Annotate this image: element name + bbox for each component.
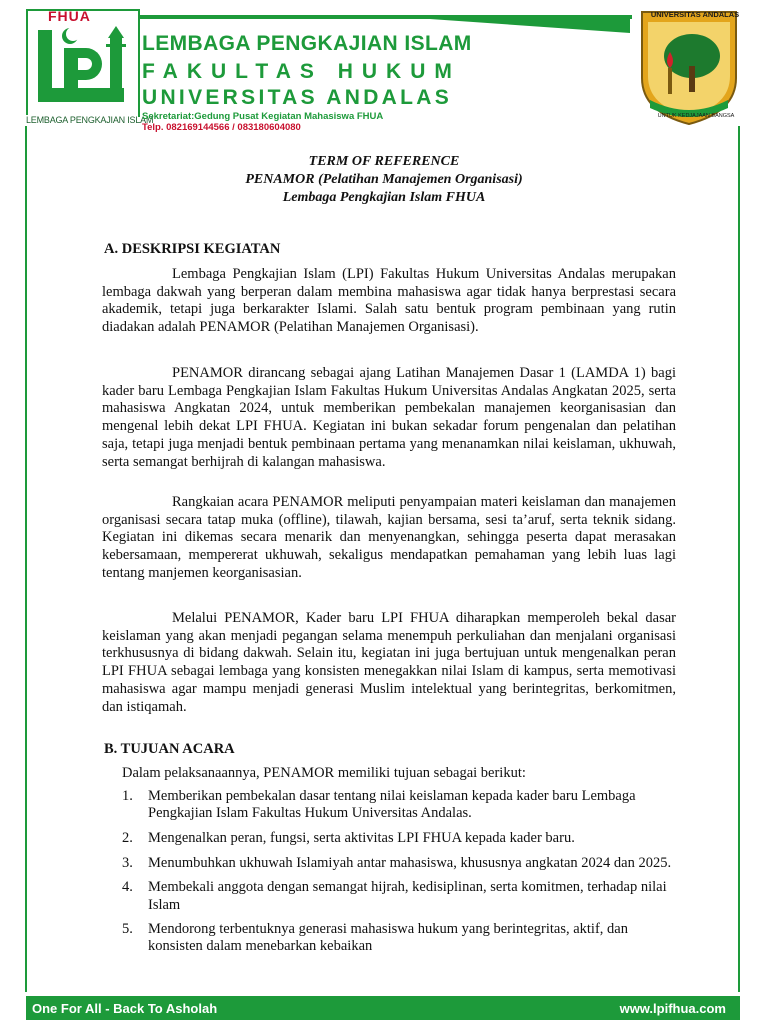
unand-seal-name: UNIVERSITAS ANDALAS [650,10,740,19]
unand-seal-motto: UNTUK KEDJAJAAN BANGSA [657,113,735,119]
list-item [102,788,676,822]
section-a-title: A. DESKRIPSI KEGIATAN [104,241,281,257]
lpi-caption: LEMBAGA PENGKAJIAN ISLAM [26,115,154,125]
institution-title-line3: UNIVERSITAS ANDALAS [142,86,453,109]
paragraph-1: Lembaga Pengkajian Islam (LPI) Fakultas Hukum Universitas Andalas merupakan lembaga dakwah yang berperan dalam membina mahasiswa agar tidak hanya berprestasi secara akademik, tetapi juga berkarakter Islami. Salah satu bentuk program pembinaan yang rutin diadakan adalah PENAMOR (Pelatihan Manajemen Organisasi). [102,266,676,336]
phone-numbers: Telp. 082169144566 / 083180604080 [142,122,301,133]
list-text: Membekali anggota dengan semangat hijrah, kedisiplinan, serta komitmen, terhadap nilai Islam [148,879,667,913]
doc-heading-organizer: Lembaga Pengkajian Islam FHUA [282,190,486,205]
list-number: 3. [122,854,133,871]
goals-list [102,788,676,963]
list-number: 1. [122,788,133,804]
section-b-title: B. TUJUAN ACARA [104,741,235,757]
list-text: Memberikan pembekalan dasar tentang nilai keislaman kepada kader baru Lembaga Pengkajian Islam Fakultas Hukum Universitas Andalas. [148,788,636,822]
left-border-line [25,126,27,992]
list-item [102,879,676,913]
paragraph-4: Melalui PENAMOR, Kader baru LPI FHUA diharapkan memperoleh bekal dasar keislaman yang akan menjadi pegangan selama menempuh perkuliahan dan menjalani organisasi terkhususnya di bidang dakwah. Selain itu, kegiatan ini juga bertujuan untuk mengenalkan peran LPI FHUA sebagai lembaga yang konsisten menegakkan nilai Islam di kampus, serta memotivasi mahasiswa agar mampu menjadi generasi Muslim intelektual yang berintegritas, berkomitmen, dan istiqamah. [102,610,676,715]
footer-slogan: One For All - Back To Asholah [32,1001,218,1016]
unand-seal-icon [634,8,744,126]
list-item [102,830,676,847]
doc-heading-event: PENAMOR (Pelatihan Manajemen Organisasi) [245,172,523,187]
list-number: 4. [122,879,133,896]
secretariat-address: Sekretariat:Gedung Pusat Kegiatan Mahasiswa FHUA [142,111,384,122]
list-number: 2. [122,829,133,846]
list-text: Menumbuhkan ukhuwah Islamiyah antar mahasiswa, khususnya angkatan 2024 dan 2025. [148,854,672,871]
list-text: Mengenalkan peran, fungsi, serta aktivitas LPI FHUA kepada kader baru. [148,829,575,846]
paragraph-3: Rangkaian acara PENAMOR meliputi penyampaian materi keislaman dan manajemen organisasi secara tatap muka (offline), tilawah, kajian bersama, sesi ta’aruf, serta teknik sidang. Kegiatan ini dikemas secara menarik dan menyenangkan, sehingga peserta dapat merasakan kebersamaan, mempererat ukhuwah, sekaligus mendapatkan pemahaman yang lebih luas lagi tentang manjemen keorganisasian. [102,494,676,581]
institution-title-line1: LEMBAGA PENGKAJIAN ISLAM [142,32,472,55]
lpi-logo-icon [30,24,134,108]
list-item [102,921,676,955]
list-number: 5. [122,921,133,938]
paragraph-2: PENAMOR dirancang sebagai ajang Latihan Manajemen Dasar 1 (LAMDA 1) bagi kader baru Lembaga Pengkajian Islam Fakultas Hukum Universitas Andalas Angkatan 2025, serta mahasiswa Angkatan 2024, untuk memberikan pembekalan manajemen keorganisasian dan mengenal lebih dekat LPI FHUA. Kegiatan ini bukan sekadar forum pengenalan dan pelatihan saja, tetapi juga menjadi bentuk pembinaan pertama yang menanamkan nilai keislaman, ukhuwah, serta semangat berhijrah di kalangan mahasiswa. [102,365,676,470]
list-item [102,855,676,872]
list-text: Mendorong terbentuknya generasi mahasiswa hukum yang berintegritas, aktif, dan konsisten dalam menebarkan kebaikan [148,921,628,955]
section-b-intro: Dalam pelaksanaannya, PENAMOR memiliki tujuan sebagai berikut: [122,765,526,781]
doc-heading-title: TERM OF REFERENCE [308,154,460,169]
institution-title-line2: FAKULTAS HUKUM [142,60,461,83]
footer-bar [26,996,740,1020]
letterhead [0,0,768,133]
right-border-line [738,126,740,992]
fhua-badge: FHUA [48,8,91,24]
footer-website-link[interactable]: www.lpifhua.com [619,1001,726,1016]
